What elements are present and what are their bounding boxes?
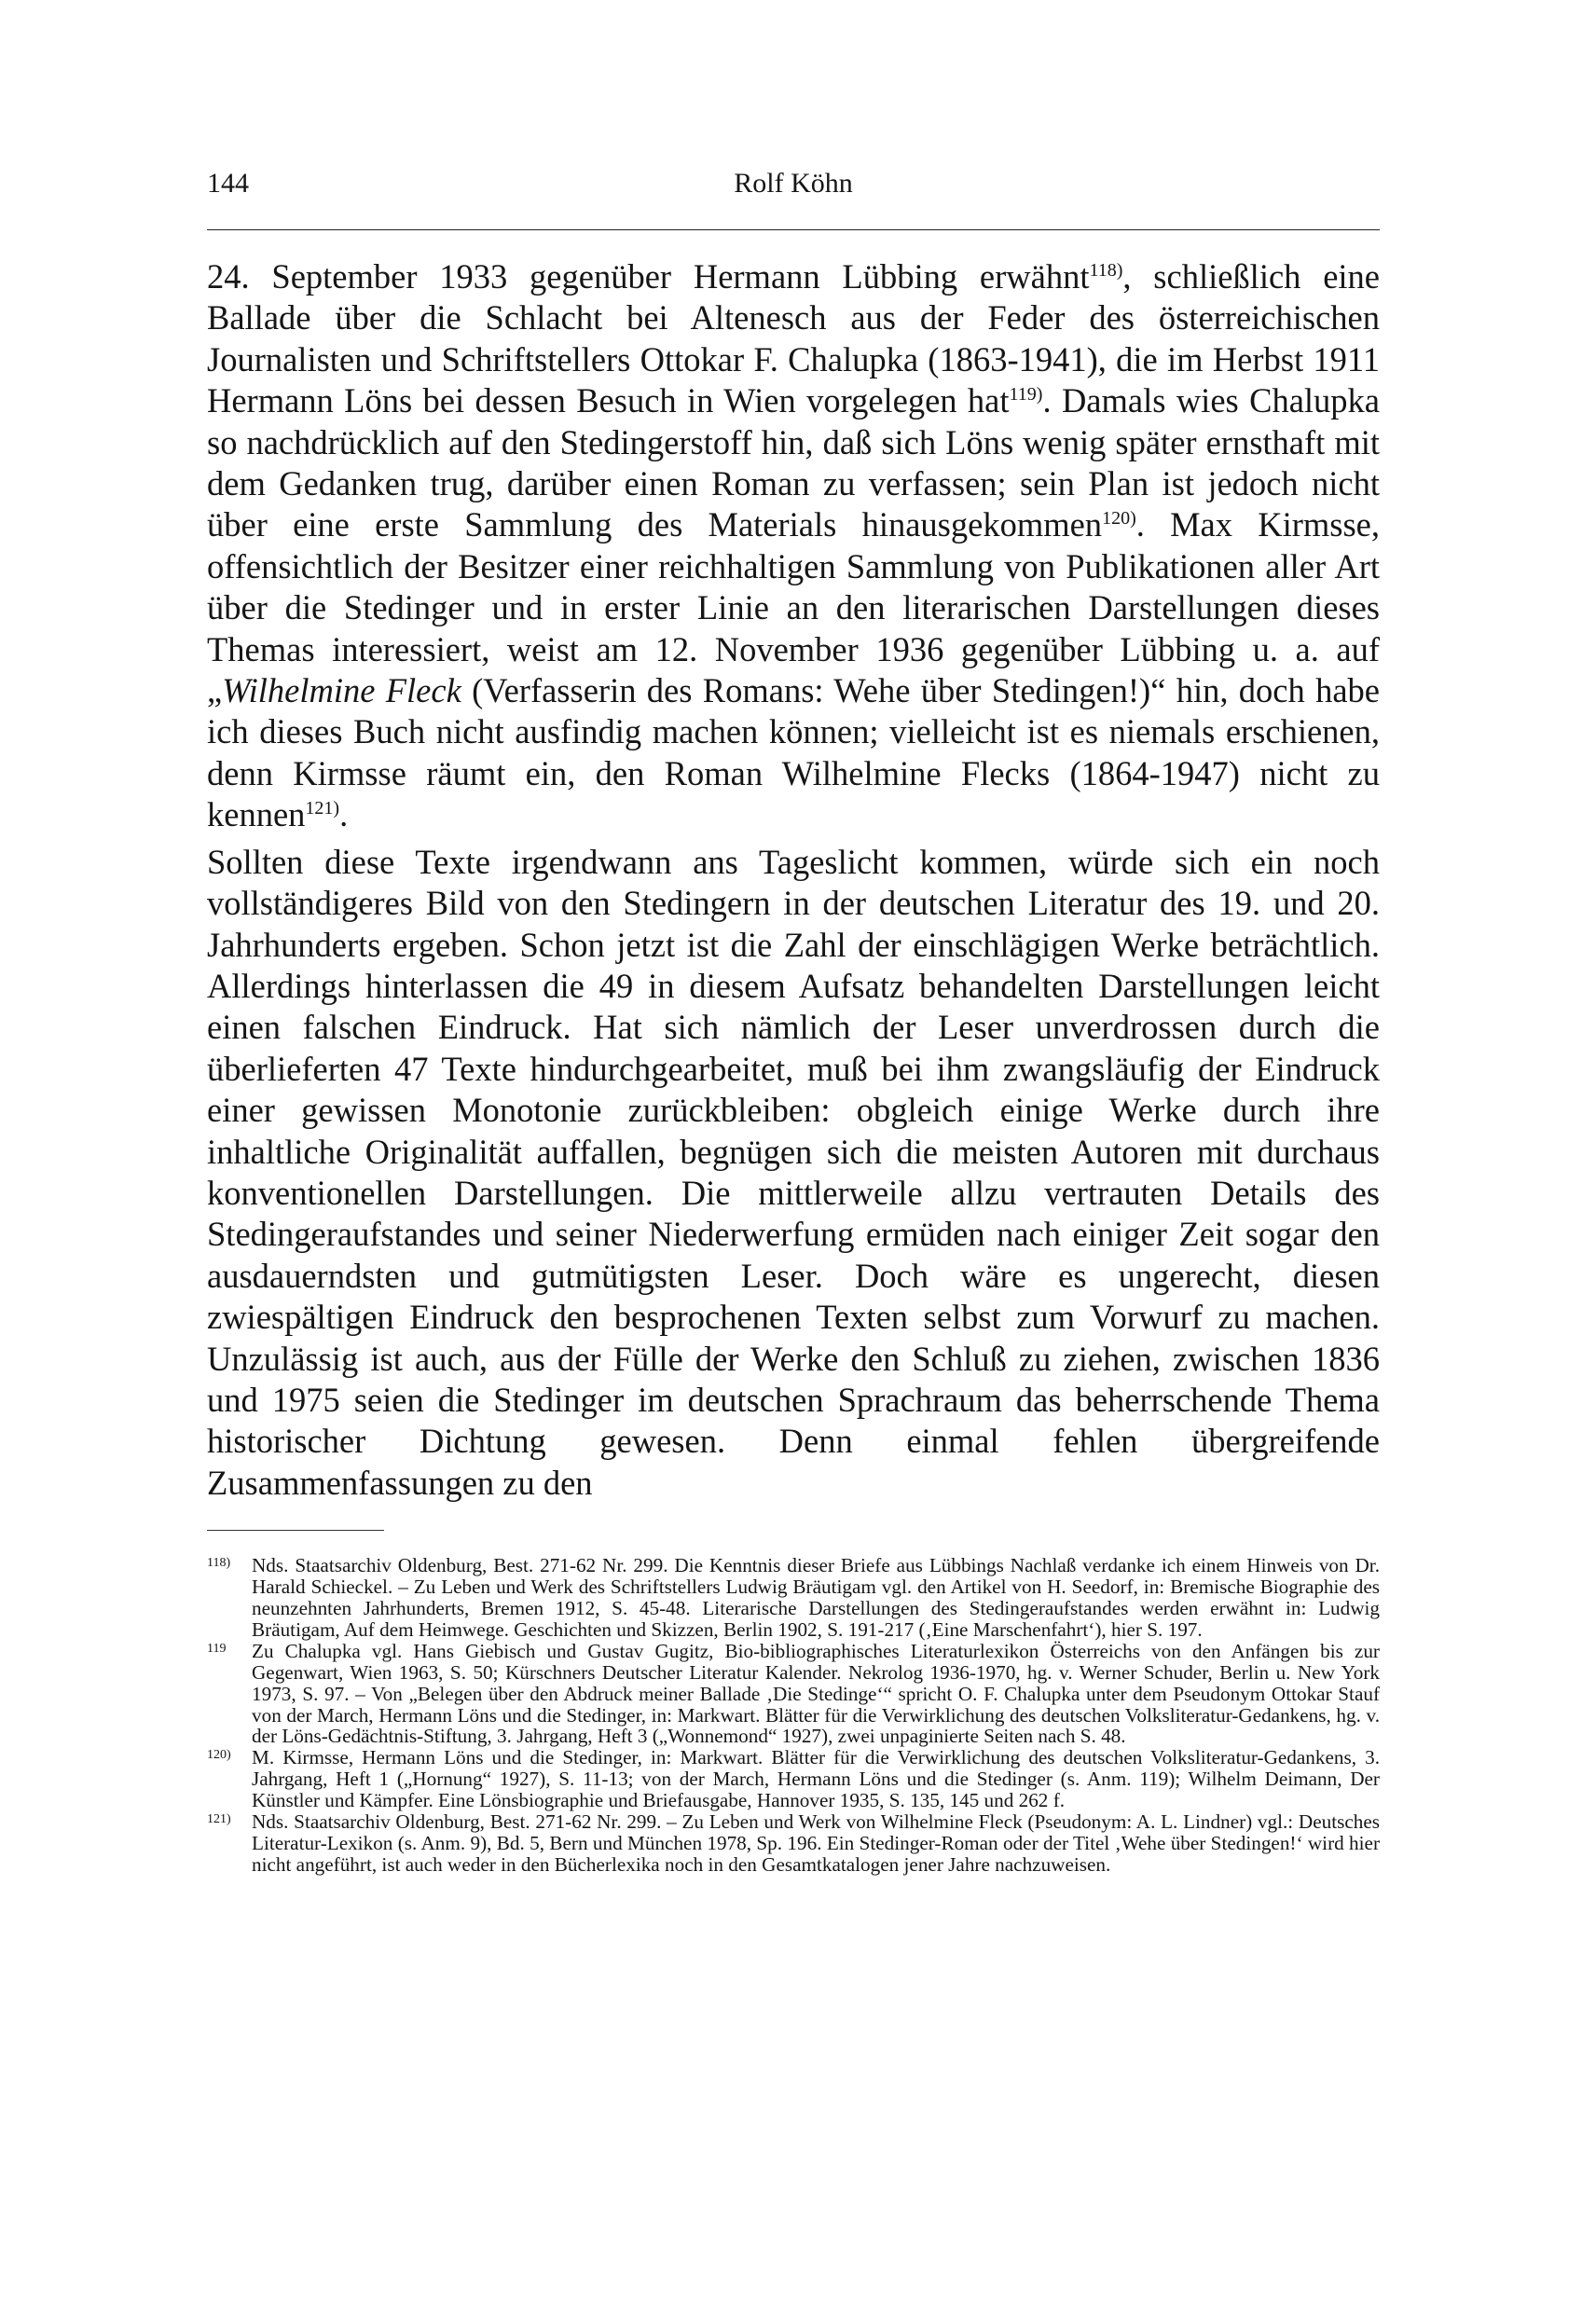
footnote-rule — [207, 1530, 384, 1531]
book-title-italic: Wilhelmine Fleck — [222, 671, 461, 710]
paragraph-1 — [207, 256, 1380, 836]
paragraph-2: Sollten diese Texte irgendwann ans Tageslicht kommen, würde sich ein noch vollständigeres Bild von den Stedingern in der deutschen Literatur des 19. und 20. Jahrhunderts ergeben. Schon jetzt ist die Zahl der einschlägigen Werke beträchtlich. Allerdings hinterlassen die 49 in diesem Aufsatz behandelten Darstellungen leicht einen falschen Eindruck. Hat sich nämlich der Leser unverdrossen durch die überlieferten 47 Texte hindurchgearbeitet, muß bei ihm zwangsläufig der Eindruck einer gewissen Monotonie zurückbleiben: obgleich einige Werke durch ihre inhaltliche Originalität auffallen, begnügen sich die meisten Autoren mit durchaus konventionellen Darstellungen. Die mittlerweile allzu vertrauten Details des Stedingeraufstandes und seiner Niederwerfung ermüden nach einiger Zeit sogar den ausdauerndsten und gutmütigsten Leser. Doch wäre es ungerecht, diesen zwiespältigen Eindruck den besprochenen Texten selbst zum Vorwurf zu machen. Unzulässig ist auch, aus der Fülle der Werke den Schluß zu ziehen, zwischen 1836 und 1975 seien die Stedinger im deutschen Sprachraum das beherrschende Thema historischer Dichtung gewesen. Denn einmal fehlen übergreifende Zusammenfassungen zu den — [207, 842, 1380, 1502]
footnote-121 — [207, 1811, 1380, 1876]
running-head: Rolf Köhn — [734, 168, 853, 199]
footnote-number: 119 — [207, 1641, 227, 1656]
main-text — [207, 256, 1380, 1504]
paragraph-1-text-1: 24. September 1933 gegenüber Hermann Lübbing erwähnt — [207, 257, 1090, 296]
page-number: 144 — [207, 168, 249, 199]
footnote-text: Nds. Staatsarchiv Oldenburg, Best. 271-62 Nr. 299. – Zu Leben und Werk von Wilhelmine Fleck (Pseudonym: A. L. Lindner) vgl.: Deutsches Literatur-Lexikon (s. Anm. 9), Bd. 5, Bern und München 1978, Sp. 196. Ein Stedinger-Roman oder der Titel ‚Wehe über Stedingen!‘ wird hier nicht angeführt, ist auch weder in den Bücherlexika noch in den Gesamtkatalogen jener Jahre nachzuweisen. — [252, 1810, 1380, 1876]
footnote-ref-121: 121) — [305, 798, 340, 819]
footnote-number: 120) — [207, 1748, 231, 1763]
footnote-118 — [207, 1555, 1380, 1641]
footnote-ref-119: 119) — [1009, 384, 1043, 406]
paragraph-1-text-2: , schließlich eine Ballade über die Schlacht bei Altenesch aus der Feder des österreichischen Journalisten und Schriftstellers Ottokar F. Chalupka (1863-1941), die im Herbst 1911 Hermann Löns bei dessen Besuch in Wien vorgelegen hat — [207, 257, 1380, 420]
footnote-ref-118: 118) — [1089, 259, 1123, 281]
footnotes — [207, 1555, 1380, 1876]
footnote-ref-120: 120) — [1102, 508, 1136, 530]
page-header — [207, 168, 1380, 214]
footnote-text: M. Kirmsse, Hermann Löns und die Stedinger, in: Markwart. Blätter für die Verwirklichung des deutschen Volksliteratur-Gedankens, 3. Jahrgang, Heft 1 („Hornung“ 1927), S. 11-13; von der March, Hermann Löns und die Stedinger (s. Anm. 119); Wilhelm Deimann, Der Künstler und Kämpfer. Eine Lönsbiographie und Briefausgabe, Hannover 1935, S. 135, 145 und 262 f. — [252, 1746, 1380, 1812]
footnote-120 — [207, 1747, 1380, 1811]
book-page — [207, 168, 1380, 1876]
footnote-text: Nds. Staatsarchiv Oldenburg, Best. 271-62 Nr. 299. Die Kenntnis dieser Briefe aus Lübbings Nachlaß verdanke ich einem Hinweis von Dr. Harald Schieckel. – Zu Leben und Werk des Schriftstellers Ludwig Bräutigam vgl. den Artikel von H. Seedorf, in: Bremische Biographie des neunzehnten Jahrhunderts, Bremen 1912, S. 45-48. Literarische Darstellungen des Stedingeraufstandes werden erwähnt in: Ludwig Bräutigam, Auf dem Heimwege. Geschichten und Skizzen, Berlin 1902, S. 191-217 (‚Eine Marschenfahrt‘), hier S. 197. — [252, 1554, 1380, 1641]
footnote-text: Zu Chalupka vgl. Hans Giebisch und Gustav Gugitz, Bio-bibliographisches Literaturlexikon Österreichs von den Anfängen bis zur Gegenwart, Wien 1963, S. 50; Kürschners Deutscher Literatur Kalender. Nekrolog 1936-1970, hg. v. Werner Schuder, Berlin u. New York 1973, S. 97. – Von „Belegen über den Abdruck meiner Ballade ‚Die Stedinge‘“ spricht O. F. Chalupka unter dem Pseudonym Ottokar Stauf von der March, Hermann Löns und die Stedinger, in: Markwart. Blätter für die Verwirklichung des deutschen Volksliteratur-Gedankens, hg. v. der Löns-Gedächtnis-Stiftung, 3. Jahrgang, Heft 3 („Wonnemond“ 1927), zwei unpaginierte Seiten nach S. 48. — [252, 1639, 1380, 1748]
footnote-119 — [207, 1641, 1380, 1748]
footnote-number: 118) — [207, 1556, 231, 1571]
paragraph-1-text-5: (Verfasserin des Romans: Wehe über Stedingen!)“ hin, doch habe ich dieses Buch nicht ausfindig machen können; vielleicht ist es niemals erschienen, denn Kirmsse räumt ein, den Roman Wilhelmine Flecks (1864-1947) nicht zu kennen — [207, 671, 1380, 834]
paragraph-1-text-4: . Max Kirmsse, offensichtlich der Besitzer einer reichhaltigen Sammlung von Publikationen aller Art über die Stedinger und in erster Linie an den literarischen Darstellungen dieses Themas interessiert, weist am 12. November 1936 gegenüber Lübbing u. a. auf „ — [207, 505, 1380, 710]
paragraph-1-text-3: . Damals wies Chalupka so nachdrücklich auf den Stedingerstoff hin, daß sich Löns wenig später ernsthaft mit dem Gedanken trug, darüber einen Roman zu verfassen; sein Plan ist jedoch nicht über eine erste Sammlung des Materials hinausgekommen — [207, 381, 1380, 544]
header-rule — [207, 229, 1380, 230]
footnote-number: 121) — [207, 1812, 231, 1827]
paragraph-1-text-6: . — [339, 795, 349, 834]
